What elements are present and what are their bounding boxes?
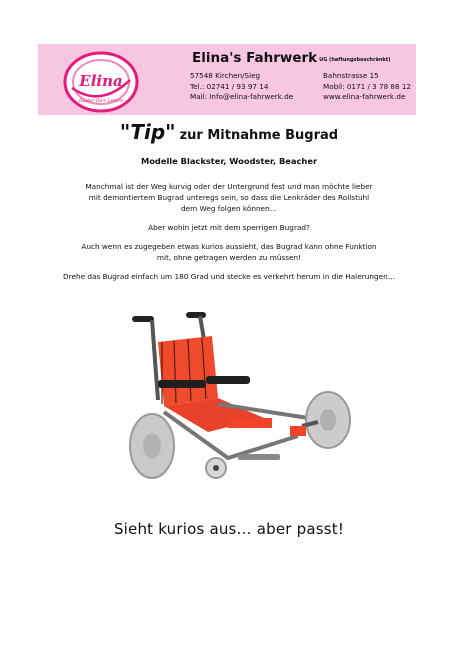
address-city: 57548 Kirchen/Sieg (190, 71, 261, 80)
footplate (238, 454, 280, 460)
mobile-number: Mobil: 0171 / 3 78 88 12 (323, 81, 412, 91)
title-rest: zur Mitnahme Bugrad (179, 128, 339, 143)
explanation-line-1: Auch wenn es zugegeben etwas kurios aussieht, das Bugrad kann ohne Funktion (81, 242, 377, 251)
address-street: Bahnstrasse 15 (323, 71, 379, 80)
right-armrest (206, 376, 250, 384)
caption-text: Sieht kurios aus… aber passt! (113, 520, 345, 538)
logo-tagline: Räder fürs Leben (78, 98, 124, 104)
intro-line-2: mit demontiertem Bugrad unteregs sein, so dass die Lenkräder des Rollstuhl (88, 193, 370, 202)
footrest-orange (228, 418, 272, 428)
right-handle (186, 312, 206, 318)
company-name-text: Elina's Fahrwerk (192, 50, 318, 66)
title-tip: "Tip" (119, 120, 176, 144)
email-address: Mail: Info@elina-fahrwerk.de (190, 92, 294, 102)
left-armrest (158, 380, 206, 388)
intro-paragraph (40, 181, 418, 214)
page-title (0, 120, 458, 144)
logo-wordmark: Elina (79, 72, 123, 90)
question-paragraph: Aber wohin jetzt mit dem sperrigen Bugrad? (148, 223, 310, 232)
wheelchair-photo (118, 308, 354, 488)
company-name (192, 50, 390, 66)
intro-line-3: dem Weg folgen können… (181, 204, 277, 213)
website-url: www.elina-fahrwerk.de (323, 92, 406, 102)
models-subtitle: Modelle Blackster, Woodster, Beacher (140, 156, 318, 166)
phone-number: Tel.: 02741 / 93 97 14 (190, 81, 269, 91)
instruction-paragraph: Drehe das Bugrad einfach um 180 Grad und stecke es verkehrt herum in die Halerungen… (63, 272, 395, 281)
intro-line-1: Manchmal ist der Weg kurvig oder der Untergrund fest und man möchte lieber (85, 182, 373, 191)
elina-logo (58, 50, 144, 114)
address-block-right (323, 71, 411, 103)
company-legal-form: UG (haftungsbeschränkt) (319, 57, 391, 63)
explanation-paragraph (40, 241, 418, 263)
explanation-line-2: mit, ohne getragen werden zu müssen! (156, 253, 302, 262)
address-block-left (190, 71, 293, 103)
